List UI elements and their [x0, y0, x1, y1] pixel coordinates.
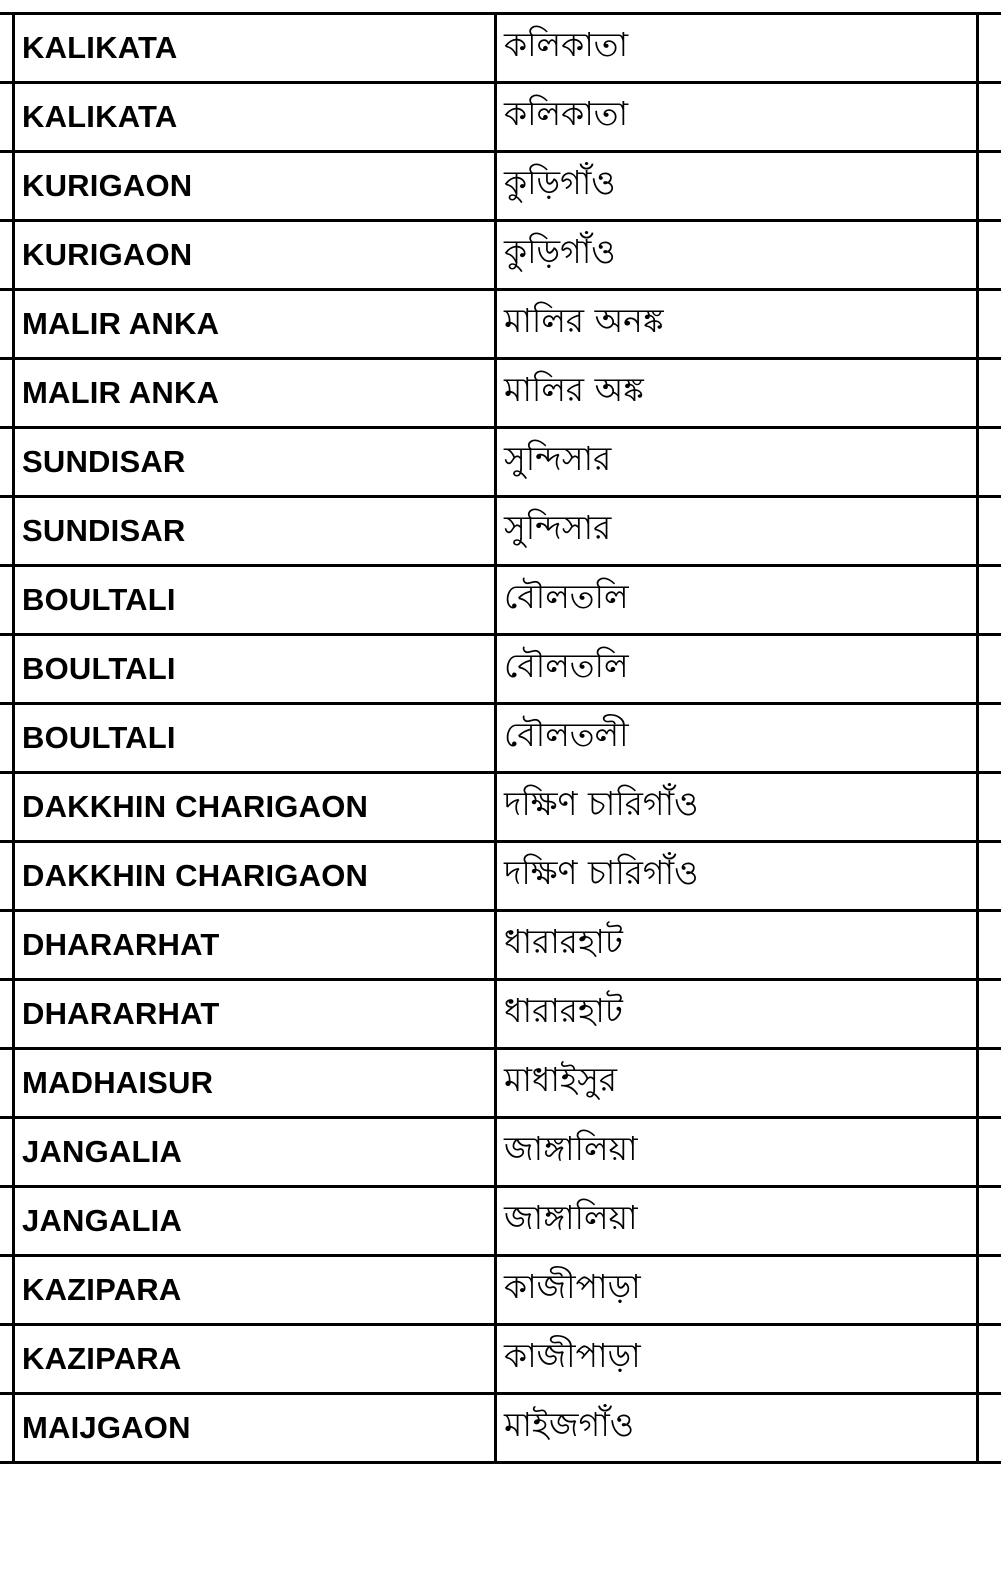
bengali-name-cell: বৌলতলি [504, 646, 629, 685]
table-row [0, 1188, 1001, 1257]
bengali-name-cell: বৌলতলী [504, 715, 629, 754]
english-name-cell: KALIKATA [22, 99, 178, 134]
table-row [0, 843, 1001, 912]
english-name-cell: JANGALIA [22, 1134, 183, 1169]
bengali-name-cell: কাজীপাড়া [504, 1336, 641, 1375]
bengali-name-cell: কাজীপাড়া [504, 1267, 641, 1306]
english-name-cell: KAZIPARA [22, 1341, 182, 1376]
bengali-name-cell: ধারারহাট [504, 922, 623, 961]
bengali-name-cell: দক্ষিণ চারিগাঁও [504, 784, 699, 823]
bengali-name-cell: কলিকাতা [504, 25, 629, 64]
english-name-cell: JANGALIA [22, 1203, 183, 1238]
english-name-cell: DAKKHIN CHARIGAON [22, 858, 369, 893]
table-row [0, 636, 1001, 705]
bengali-name-cell: মাধাইসুর [504, 1060, 618, 1099]
table-row [0, 1395, 1001, 1464]
english-name-cell: KAZIPARA [22, 1272, 182, 1307]
english-name-cell: KURIGAON [22, 237, 193, 272]
english-name-cell: MALIR ANKA [22, 375, 220, 410]
bengali-name-cell: মাইজগাঁও [504, 1405, 635, 1444]
table-row [0, 153, 1001, 222]
table-row [0, 222, 1001, 291]
bengali-name-cell: কুড়িগাঁও [504, 163, 616, 202]
english-name-cell: BOULTALI [22, 651, 176, 686]
bengali-name-cell: দক্ষিণ চারিগাঁও [504, 853, 699, 892]
table-row [0, 498, 1001, 567]
table-row [0, 360, 1001, 429]
bengali-name-cell: ধারারহাট [504, 991, 623, 1030]
bengali-name-cell: কুড়িগাঁও [504, 232, 616, 271]
bengali-name-cell: কলিকাতা [504, 94, 629, 133]
table-row [0, 1257, 1001, 1326]
bengali-name-cell: সুন্দিসার [504, 439, 612, 478]
english-name-cell: BOULTALI [22, 720, 176, 755]
bengali-name-cell: মালির অনঙ্ক [504, 301, 664, 340]
table-row [0, 1119, 1001, 1188]
bengali-name-cell: সুন্দিসার [504, 508, 612, 547]
table-row [0, 1050, 1001, 1119]
english-name-cell: SUNDISAR [22, 444, 186, 479]
english-name-cell: MALIR ANKA [22, 306, 220, 341]
english-name-cell: MAIJGAON [22, 1410, 191, 1445]
english-name-cell: MADHAISUR [22, 1065, 214, 1100]
table-row [0, 15, 1001, 84]
bengali-name-cell: জাঙ্গালিয়া [504, 1129, 638, 1168]
table-row [0, 705, 1001, 774]
bengali-name-cell: মালির অঙ্ক [504, 370, 644, 409]
table-row [0, 912, 1001, 981]
table-row [0, 567, 1001, 636]
english-name-cell: DHARARHAT [22, 996, 220, 1031]
english-name-cell: DHARARHAT [22, 927, 220, 962]
table-row [0, 1326, 1001, 1395]
table-row [0, 774, 1001, 843]
english-name-cell: DAKKHIN CHARIGAON [22, 789, 369, 824]
table-row [0, 291, 1001, 360]
english-name-cell: SUNDISAR [22, 513, 186, 548]
english-name-cell: BOULTALI [22, 582, 176, 617]
table-row [0, 429, 1001, 498]
bengali-name-cell: বৌলতলি [504, 577, 629, 616]
english-name-cell: KURIGAON [22, 168, 193, 203]
english-name-cell: KALIKATA [22, 30, 178, 65]
bengali-name-cell: জাঙ্গালিয়া [504, 1198, 638, 1237]
table-row [0, 981, 1001, 1050]
table-row [0, 84, 1001, 153]
